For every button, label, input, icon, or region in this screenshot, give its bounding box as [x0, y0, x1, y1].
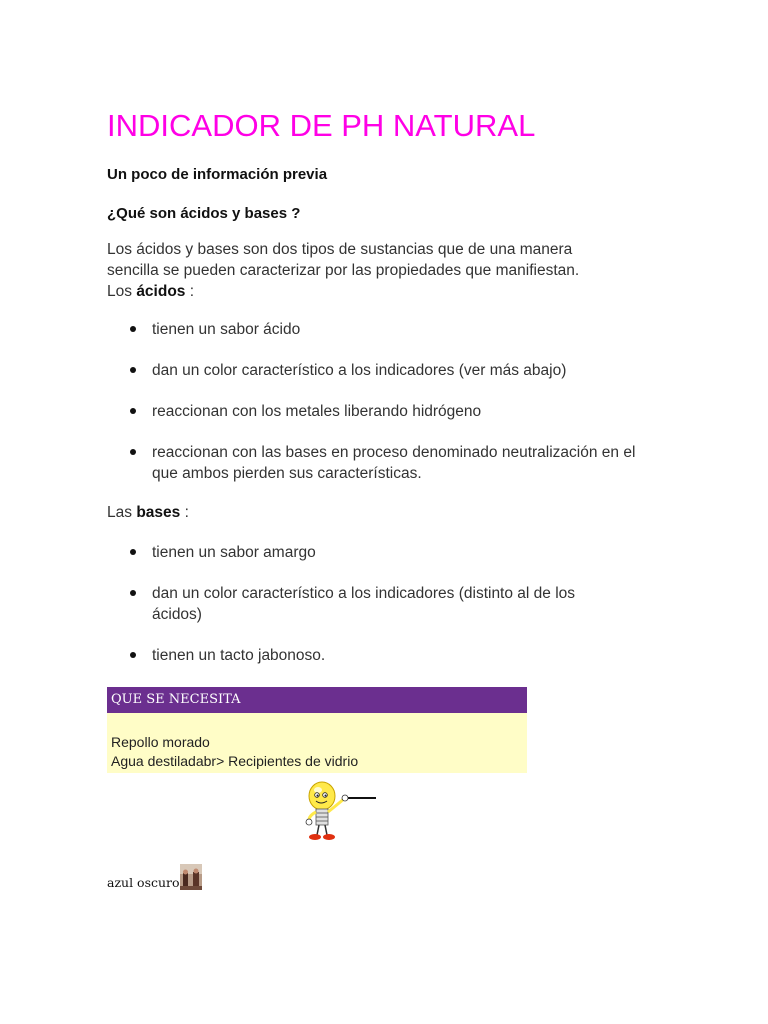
- page-title: INDICADOR DE PH NATURAL: [107, 108, 536, 143]
- list-item: tienen un sabor amargo: [107, 542, 667, 563]
- bases-list: [107, 542, 667, 686]
- materials-box-body: [107, 713, 527, 773]
- list-item: tienen un sabor ácido: [107, 319, 667, 340]
- bases-suffix: :: [180, 504, 189, 521]
- acids-suffix: :: [185, 283, 195, 300]
- photo-thumbnail-icon: [180, 864, 202, 890]
- materials-box-header: QUE SE NECESITA: [107, 687, 527, 713]
- section-subtitle-info: Un poco de información previa: [107, 166, 328, 183]
- image-caption: azul oscuro: [107, 875, 180, 890]
- intro-line-1: Los ácidos y bases son dos tipos de sustancias que de una manera: [107, 241, 573, 258]
- list-item: dan un color característico a los indicadores (distinto al de los ácidos): [107, 583, 622, 625]
- list-item: dan un color característico a los indicadores (ver más abajo): [107, 360, 667, 381]
- bases-heading: [107, 502, 647, 523]
- acids-word: ácidos: [136, 283, 186, 300]
- intro-line-2: sencilla se pueden caracterizar por las propiedades que manifiestan.: [107, 262, 580, 279]
- lightbulb-teacher-icon: [298, 780, 380, 842]
- materials-line-2: Agua destiladabr> Recipientes de vidrio: [111, 753, 359, 769]
- materials-box: [107, 687, 527, 773]
- acids-prefix: Los: [107, 283, 137, 300]
- materials-line-1: Repollo morado: [111, 734, 210, 750]
- bases-word: bases: [136, 504, 181, 521]
- list-item: tienen un tacto jabonoso.: [107, 645, 667, 666]
- acids-list: [107, 319, 667, 504]
- list-item: reaccionan con los metales liberando hidrógeno: [107, 401, 667, 422]
- bases-prefix: Las: [107, 504, 137, 521]
- intro-paragraph: [107, 239, 647, 302]
- list-item: reaccionan con las bases en proceso denominado neutralización en el que ambos pierden sus características.: [107, 442, 652, 484]
- section-subtitle-question: ¿Qué son ácidos y bases ?: [107, 205, 301, 222]
